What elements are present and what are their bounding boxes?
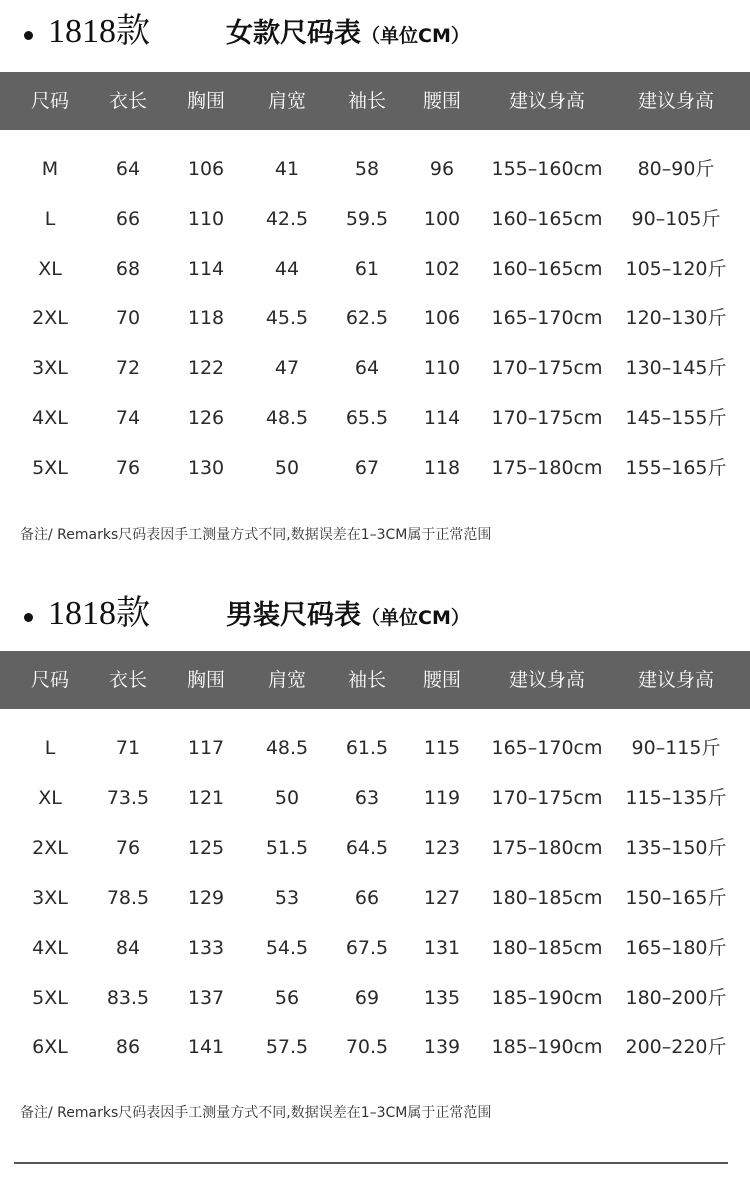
cell-waist: 110 (423, 357, 461, 380)
table-row (0, 978, 750, 1018)
cell-height: 170–175cm (491, 407, 603, 429)
cell-height: 160–165cm (491, 257, 603, 280)
table-row (0, 249, 750, 289)
cell-length: 70 (115, 307, 141, 330)
cell-weight: 200–220斤 (625, 1036, 727, 1059)
cell-chest: 133 (187, 936, 225, 959)
cell-shoulder: 57.5 (265, 1036, 309, 1059)
table-row (0, 828, 750, 868)
cell-chest: 114 (187, 257, 225, 280)
women-model-name: 1818款 (48, 13, 150, 50)
cell-length: 78.5 (106, 886, 150, 909)
cell-shoulder: 56 (274, 986, 300, 1009)
header-weight: 建议身高 (637, 669, 715, 691)
cell-size: 3XL (32, 357, 68, 380)
women-title-text: 女款尺码表 (226, 18, 361, 49)
cell-length: 72 (115, 357, 141, 380)
cell-chest: 117 (187, 737, 225, 759)
women-table-header (0, 72, 750, 130)
header-length: 衣长 (108, 669, 148, 691)
cell-sleeve: 69 (354, 986, 380, 1009)
cell-waist: 123 (423, 836, 461, 859)
women-remark: 备注/ Remarks尺码表因手工测量方式不同,数据误差在1–3CM属于正常范围 (20, 527, 492, 543)
header-waist: 腰围 (422, 90, 462, 112)
cell-chest: 118 (187, 307, 225, 330)
cell-size: XL (38, 786, 62, 809)
men-title-row (0, 582, 750, 642)
cell-weight: 165–180斤 (625, 936, 727, 959)
cell-waist: 100 (423, 207, 461, 230)
cell-size: 2XL (32, 307, 68, 330)
cell-height: 155–160cm (491, 158, 603, 180)
table-row (0, 298, 750, 338)
header-chest: 胸围 (186, 669, 226, 691)
cell-weight: 130–145斤 (625, 357, 727, 380)
cell-weight: 90–105斤 (631, 207, 721, 230)
header-sleeve: 袖长 (347, 669, 387, 691)
cell-waist: 106 (423, 307, 461, 330)
header-size: 尺码 (30, 90, 70, 112)
cell-height: 180–185cm (491, 936, 603, 959)
men-title-text: 男装尺码表 (226, 600, 361, 631)
cell-shoulder: 51.5 (265, 836, 309, 859)
cell-height: 175–180cm (491, 456, 603, 479)
cell-length: 71 (115, 737, 141, 759)
table-row (0, 728, 750, 768)
bottom-divider (14, 1162, 728, 1164)
cell-size: 3XL (32, 886, 68, 909)
cell-waist: 114 (423, 407, 461, 429)
cell-weight: 135–150斤 (625, 836, 727, 859)
cell-shoulder: 50 (274, 456, 300, 479)
cell-weight: 145–155斤 (625, 407, 727, 429)
cell-waist: 118 (423, 456, 461, 479)
cell-weight: 155–165斤 (625, 456, 727, 479)
cell-weight: 80–90斤 (637, 158, 715, 180)
cell-shoulder: 48.5 (265, 407, 309, 429)
women-chart-title (226, 16, 470, 54)
cell-sleeve: 63 (354, 786, 380, 809)
header-waist: 腰围 (422, 669, 462, 691)
cell-waist: 115 (423, 737, 461, 759)
cell-weight: 90–115斤 (631, 737, 721, 759)
cell-waist: 102 (423, 257, 461, 280)
cell-length: 86 (115, 1036, 141, 1059)
cell-size: L (44, 207, 56, 230)
cell-shoulder: 45.5 (265, 307, 309, 330)
header-height: 建议身高 (508, 90, 586, 112)
cell-sleeve: 58 (354, 158, 380, 180)
cell-shoulder: 53 (274, 886, 300, 909)
men-model-name: 1818款 (48, 595, 150, 632)
cell-height: 165–170cm (491, 737, 603, 759)
table-row (0, 448, 750, 488)
cell-weight: 150–165斤 (625, 886, 727, 909)
cell-height: 170–175cm (491, 357, 603, 380)
cell-weight: 180–200斤 (625, 986, 727, 1009)
header-height: 建议身高 (508, 669, 586, 691)
table-row (0, 149, 750, 189)
cell-height: 180–185cm (491, 886, 603, 909)
cell-weight: 115–135斤 (625, 786, 727, 809)
cell-sleeve: 67.5 (345, 936, 389, 959)
table-row (0, 778, 750, 818)
cell-chest: 126 (187, 407, 225, 429)
cell-shoulder: 42.5 (265, 207, 309, 230)
cell-sleeve: 66 (354, 886, 380, 909)
cell-chest: 129 (187, 886, 225, 909)
cell-chest: 141 (187, 1036, 225, 1059)
cell-length: 76 (115, 836, 141, 859)
cell-sleeve: 70.5 (345, 1036, 389, 1059)
cell-sleeve: 61.5 (345, 737, 389, 759)
table-row (0, 348, 750, 388)
men-table-header (0, 651, 750, 709)
cell-sleeve: 65.5 (345, 407, 389, 429)
cell-size: 5XL (32, 986, 68, 1009)
cell-length: 84 (115, 936, 141, 959)
cell-length: 66 (115, 207, 141, 230)
cell-size: L (44, 737, 56, 759)
table-row (0, 878, 750, 918)
cell-height: 170–175cm (491, 786, 603, 809)
cell-sleeve: 67 (354, 456, 380, 479)
cell-waist: 131 (423, 936, 461, 959)
cell-waist: 96 (429, 158, 455, 180)
cell-height: 185–190cm (491, 986, 603, 1009)
cell-waist: 135 (423, 986, 461, 1009)
cell-height: 165–170cm (491, 307, 603, 330)
cell-sleeve: 59.5 (345, 207, 389, 230)
cell-chest: 121 (187, 786, 225, 809)
cell-shoulder: 44 (274, 257, 300, 280)
cell-sleeve: 64.5 (345, 836, 389, 859)
cell-chest: 110 (187, 207, 225, 230)
cell-length: 64 (115, 158, 141, 180)
cell-waist: 127 (423, 886, 461, 909)
women-title-row (0, 0, 750, 60)
header-shoulder: 肩宽 (267, 669, 307, 691)
cell-waist: 119 (423, 786, 461, 809)
cell-size: M (41, 158, 59, 180)
cell-sleeve: 64 (354, 357, 380, 380)
cell-height: 185–190cm (491, 1036, 603, 1059)
table-row (0, 199, 750, 239)
cell-size: 5XL (32, 456, 68, 479)
cell-waist: 139 (423, 1036, 461, 1059)
cell-chest: 106 (187, 158, 225, 180)
cell-shoulder: 47 (274, 357, 300, 380)
cell-height: 160–165cm (491, 207, 603, 230)
cell-size: 4XL (32, 407, 68, 429)
cell-shoulder: 54.5 (265, 936, 309, 959)
cell-shoulder: 48.5 (265, 737, 309, 759)
men-remark: 备注/ Remarks尺码表因手工测量方式不同,数据误差在1–3CM属于正常范围 (20, 1105, 492, 1121)
cell-shoulder: 41 (274, 158, 300, 180)
cell-weight: 120–130斤 (625, 307, 727, 330)
header-size: 尺码 (30, 669, 70, 691)
cell-size: XL (38, 257, 62, 280)
cell-length: 74 (115, 407, 141, 429)
bullet-icon (24, 31, 33, 40)
cell-chest: 122 (187, 357, 225, 380)
cell-chest: 125 (187, 836, 225, 859)
cell-size: 2XL (32, 836, 68, 859)
men-unit-text: （单位CM） (361, 607, 470, 629)
cell-size: 4XL (32, 936, 68, 959)
cell-sleeve: 61 (354, 257, 380, 280)
cell-length: 73.5 (106, 786, 150, 809)
cell-length: 83.5 (106, 986, 150, 1009)
cell-length: 68 (115, 257, 141, 280)
cell-sleeve: 62.5 (345, 307, 389, 330)
cell-height: 175–180cm (491, 836, 603, 859)
cell-weight: 105–120斤 (625, 257, 727, 280)
cell-chest: 130 (187, 456, 225, 479)
table-row (0, 398, 750, 438)
cell-chest: 137 (187, 986, 225, 1009)
header-chest: 胸围 (186, 90, 226, 112)
header-sleeve: 袖长 (347, 90, 387, 112)
bullet-icon (24, 613, 33, 622)
women-unit-text: （单位CM） (361, 25, 470, 47)
table-row (0, 1027, 750, 1067)
cell-shoulder: 50 (274, 786, 300, 809)
header-length: 衣长 (108, 90, 148, 112)
cell-size: 6XL (32, 1036, 68, 1059)
header-shoulder: 肩宽 (267, 90, 307, 112)
cell-length: 76 (115, 456, 141, 479)
header-weight: 建议身高 (637, 90, 715, 112)
men-chart-title (226, 598, 470, 636)
table-row (0, 928, 750, 968)
